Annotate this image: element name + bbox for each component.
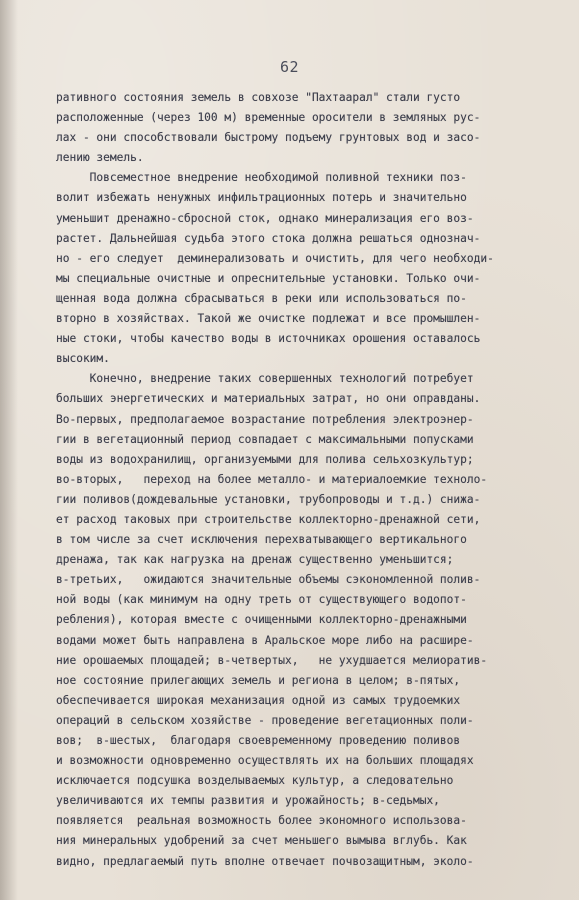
text-line: ные стоки, чтобы качество воды в источниках орошения оставалось xyxy=(56,332,481,346)
text-line: высоким. xyxy=(56,352,110,366)
text-line: ративного состояния земель в совхозе "Пахтаарал" стали густо xyxy=(56,91,461,104)
page-shadow-edge xyxy=(0,0,18,900)
text-line: в том числе за счет исключения перехватывающего вертикального xyxy=(56,533,467,547)
text-line: ние орошаемых площадей; в-четвертых, не ухудшается мелиоратив- xyxy=(56,653,488,667)
text-line: видно, предлагаемый путь вполне отвечает почвозащитным, эколо- xyxy=(56,854,474,868)
text-line: ния минеральных удобрений за счет меньшего вымыва вглубь. Как xyxy=(56,834,467,848)
text-line: обеспечивается широкая механизация одной из самых трудоемких xyxy=(56,693,461,707)
text-line: воды из водохранилищ, организуемыми для полива сельхозкультур; xyxy=(56,452,474,466)
text-line: вторно в хозяйствах. Такой же очистке подлежат и все промышлен- xyxy=(56,312,481,326)
text-line: ной воды (как минимум на одну треть от существующего водопот- xyxy=(56,593,467,607)
text-line: щенная вода должна сбрасываться в реки или использоваться по- xyxy=(56,291,467,305)
text-line: водами может быть направлена в Аральское море либо на расшире- xyxy=(56,633,474,647)
text-line: больших энергетических и материальных затрат, но они оправданы. xyxy=(56,392,481,406)
text-line: ребления), которая вместе с очищенными коллекторно-дренажными xyxy=(56,613,467,627)
text-line: увеличиваются их темпы развития и урожайность; в-седьмых, xyxy=(56,794,440,808)
text-line: ет расход таковых при строительстве коллекторно-дренажной сети, xyxy=(56,512,481,526)
text-line: Повсеместное внедрение необходимой поливной техники поз- xyxy=(56,171,467,185)
text-line: в-третьих, ожидаются значительные объемы сэкономленной полив- xyxy=(56,573,481,587)
text-line: гии в вегетационный период совпадает с максимальными попусками xyxy=(56,432,474,446)
text-line: исключается подсушка возделываемых культур, а следовательно xyxy=(56,774,454,788)
text-line: уменьшит дренажно-сбросной сток, однако минерализация его воз- xyxy=(56,211,474,225)
text-line: но - его следует деминерализовать и очистить, для чего необходи- xyxy=(56,251,494,265)
text-line: операций в сельском хозяйстве - проведение вегетационных поли- xyxy=(56,713,474,727)
page-number: 62 xyxy=(279,58,300,76)
text-line: мы специальные очистные и опреснительные установки. Только очи- xyxy=(56,271,481,285)
text-line: появляется реальная возможность более экономного использова- xyxy=(56,814,467,828)
text-line: гии поливов(дождевальные установки, трубопроводы и т.д.) снижа- xyxy=(56,492,481,506)
text-line: лению земель. xyxy=(56,151,144,165)
body-text xyxy=(56,88,556,872)
text-line: растет. Дальнейшая судьба этого стока должна решаться однознач- xyxy=(56,231,481,245)
text-line: ное состояние прилегающих земель и региона в целом; в-пятых, xyxy=(56,673,461,687)
text-line: волит избежать ненужных инфильтрационных потерь и значительно xyxy=(56,191,467,205)
text-line: и возможности одновременно осуществлять их на больших площадях xyxy=(56,754,474,768)
text-line: дренажа, так как нагрузка на дренаж существенно уменьшится; xyxy=(56,553,454,567)
text-line: Во-первых, предполагаемое возрастание потребления электроэнер- xyxy=(56,412,474,426)
text-line: лах - они способствовали быстрому подъему грунтовых вод и засо- xyxy=(56,131,481,145)
text-line: вов; в-шестых, благодаря своевременному проведению поливов xyxy=(56,734,461,747)
text-line: во-вторых, переход на более металло- и материалоемкие техноло- xyxy=(56,472,488,486)
text-line: расположенные (через 100 м) временные оросители в земляных рус- xyxy=(56,111,481,125)
text-line: Конечно, внедрение таких совершенных технологий потребует xyxy=(56,372,474,386)
